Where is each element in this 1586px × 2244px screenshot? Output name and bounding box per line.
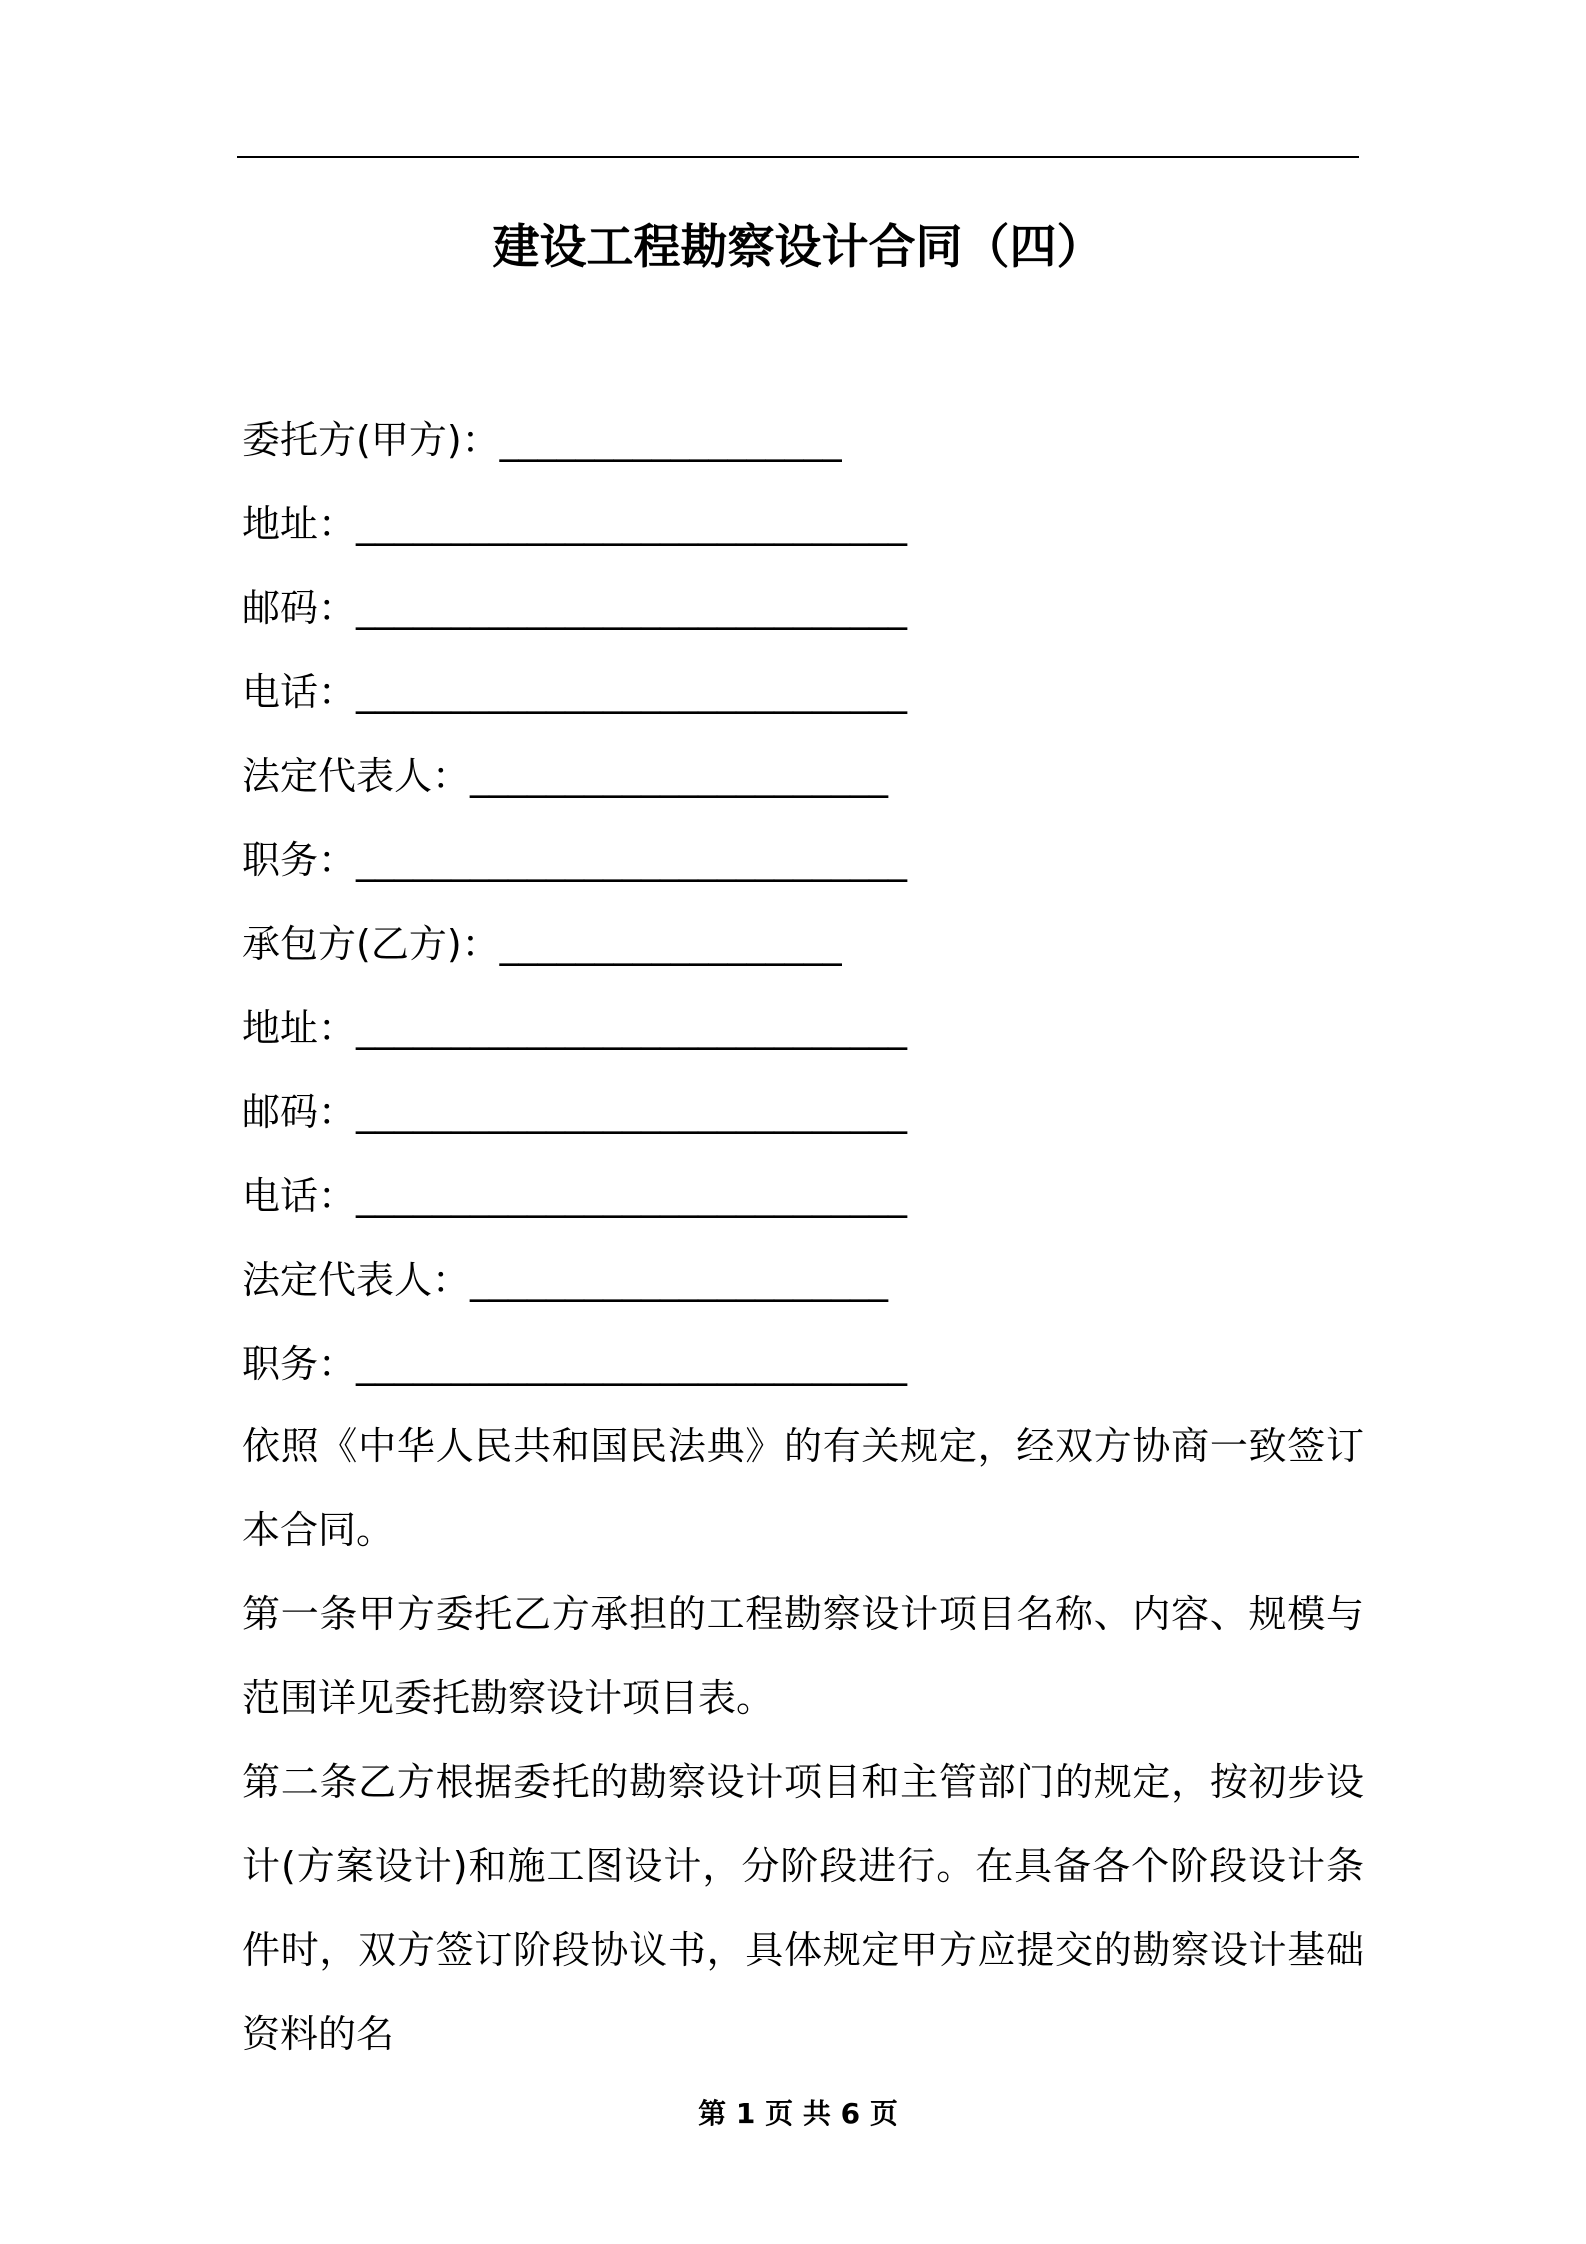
preamble-paragraph: 依照《中华人民共和国民法典》的有关规定，经双方协商一致签订本合同。 <box>242 1424 1364 1552</box>
client-address-field: 地址：_____________________________ <box>242 502 908 546</box>
party-info-fields <box>242 406 1362 1414</box>
contractor-party-field: 承包方(乙方)：__________________ <box>242 922 842 966</box>
contractor-legal-rep-field: 法定代表人：______________________ <box>242 1258 889 1302</box>
client-position-field: 职务：_____________________________ <box>242 838 908 882</box>
article-2-paragraph: 第二条乙方根据委托的勘察设计项目和主管部门的规定，按初步设计(方案设计)和施工图设计，分阶段进行。在具备各个阶段设计条件时，双方签订阶段协议书，具体规定甲方应提交的勘察设计基础资料的名 <box>242 1760 1364 2056</box>
contract-body <box>242 1404 1364 2076</box>
document-title: 建设工程勘察设计合同（四） <box>492 220 1104 275</box>
contractor-phone-field: 电话：_____________________________ <box>242 1174 908 1218</box>
contractor-position-field: 职务：_____________________________ <box>242 1342 908 1386</box>
header-rule <box>237 156 1359 158</box>
client-postcode-field: 邮码：_____________________________ <box>242 586 908 630</box>
client-legal-rep-field: 法定代表人：______________________ <box>242 754 889 798</box>
article-1-paragraph: 第一条甲方委托乙方承担的工程勘察设计项目名称、内容、规模与范围详见委托勘察设计项目表。 <box>242 1592 1364 1720</box>
contractor-postcode-field: 邮码：_____________________________ <box>242 1090 908 1134</box>
page-number-footer: 第 1 页 共 6 页 <box>698 2097 898 2130</box>
contractor-address-field: 地址：_____________________________ <box>242 1006 908 1050</box>
client-party-field: 委托方(甲方)：__________________ <box>242 418 842 462</box>
client-phone-field: 电话：_____________________________ <box>242 670 908 714</box>
